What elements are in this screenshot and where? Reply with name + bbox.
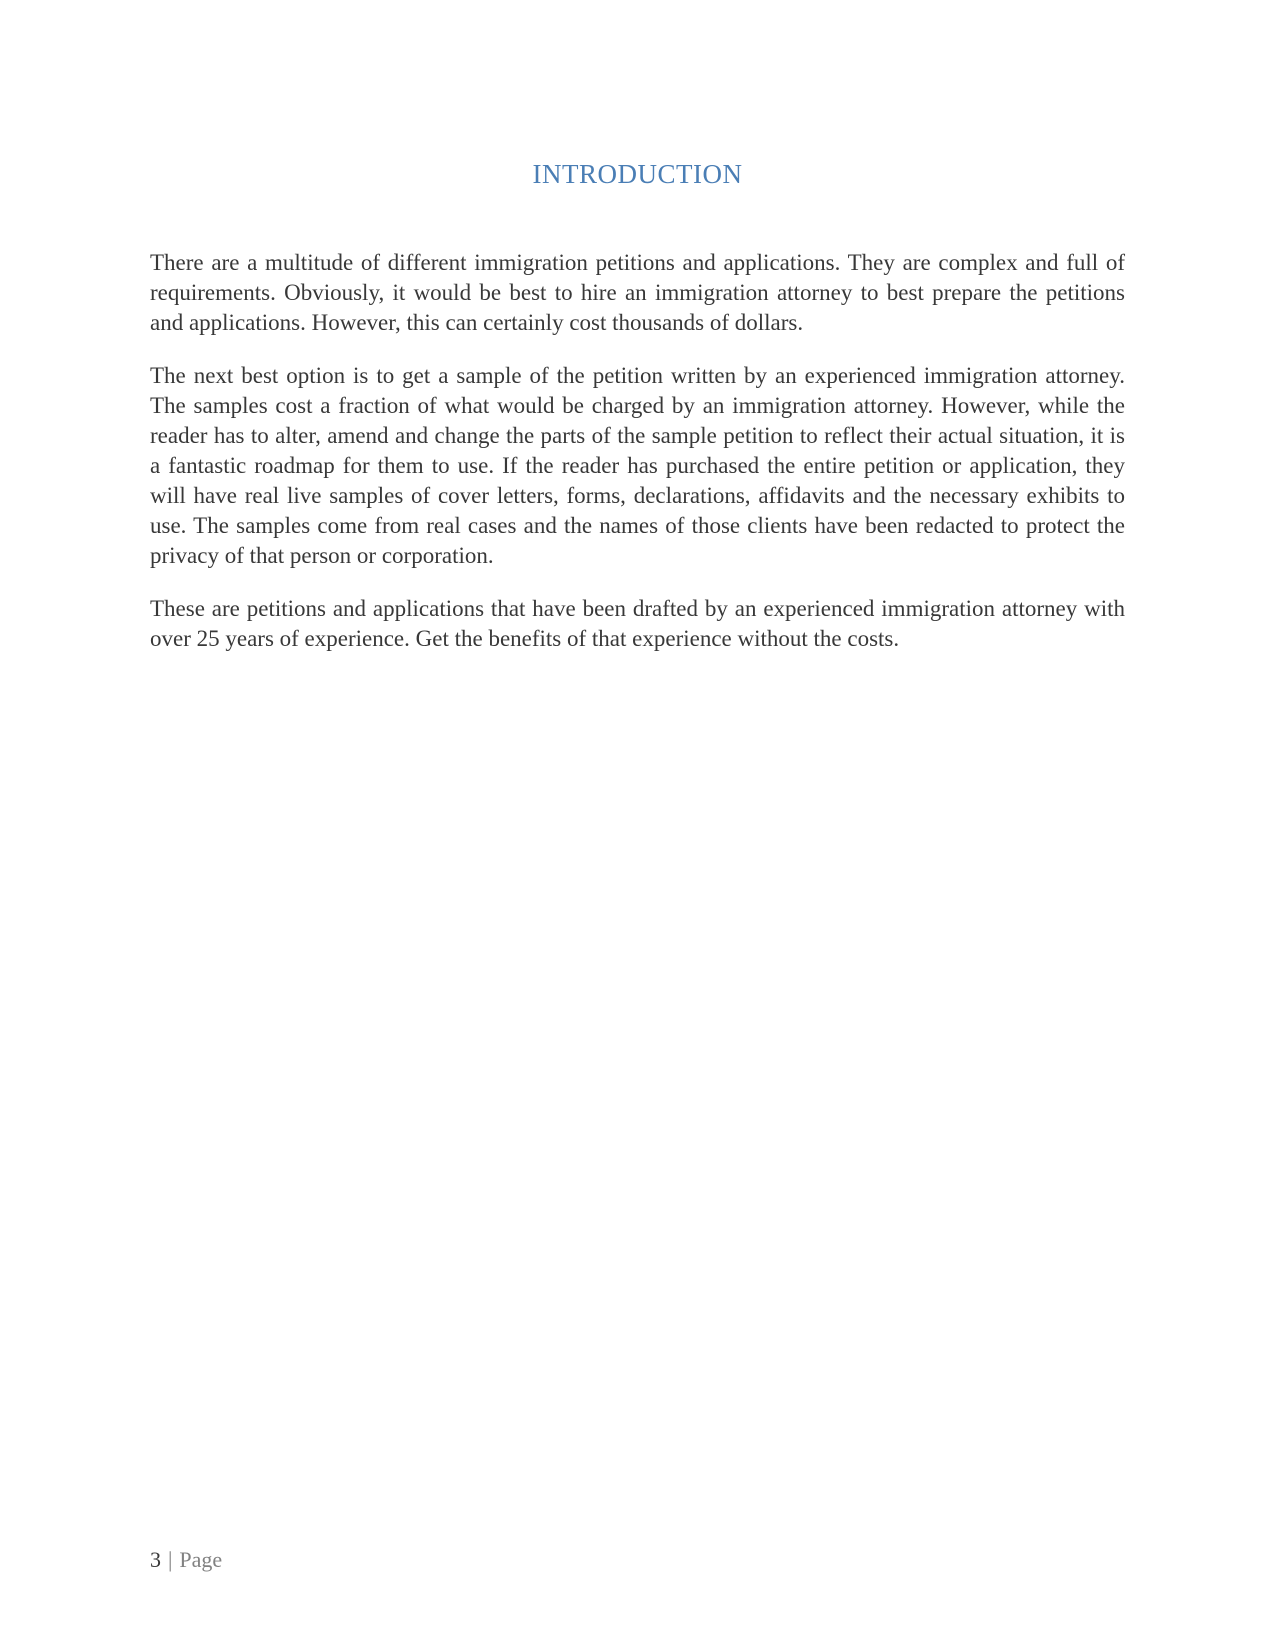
paragraph-3: These are petitions and applications that have been drafted by an experienced immigration attorney with over 25 years of experience. Get the benefits of that experience without the costs. <box>150 596 1125 651</box>
page-number: 3 <box>150 1547 161 1572</box>
footer-separator: | <box>168 1547 173 1572</box>
section-heading: INTRODUCTION <box>532 159 743 189</box>
page-footer <box>150 1546 222 1574</box>
paragraph-1: There are a multitude of different immigration petitions and applications. They are complex and full of requirements. Obviously, it would be best to hire an immigration attorney to best prepare the petitions and applications. However, this can certainly cost thousands of dollars. <box>150 250 1125 335</box>
paragraph-2: The next best option is to get a sample of the petition written by an experienced immigration attorney. The samples cost a fraction of what would be charged by an immigration attorney. However, while the reader has to alter, amend and change the parts of the sample petition to reflect their actual situation, it is a fantastic roadmap for them to use. If the reader has purchased the entire petition or application, they will have real live samples of cover letters, forms, declarations, affidavits and the necessary exhibits to use. The samples come from real cases and the names of those clients have been redacted to protect the privacy of that person or corporation. <box>150 363 1125 568</box>
document-body <box>150 0 1125 677</box>
footer-label: Page <box>179 1547 223 1572</box>
